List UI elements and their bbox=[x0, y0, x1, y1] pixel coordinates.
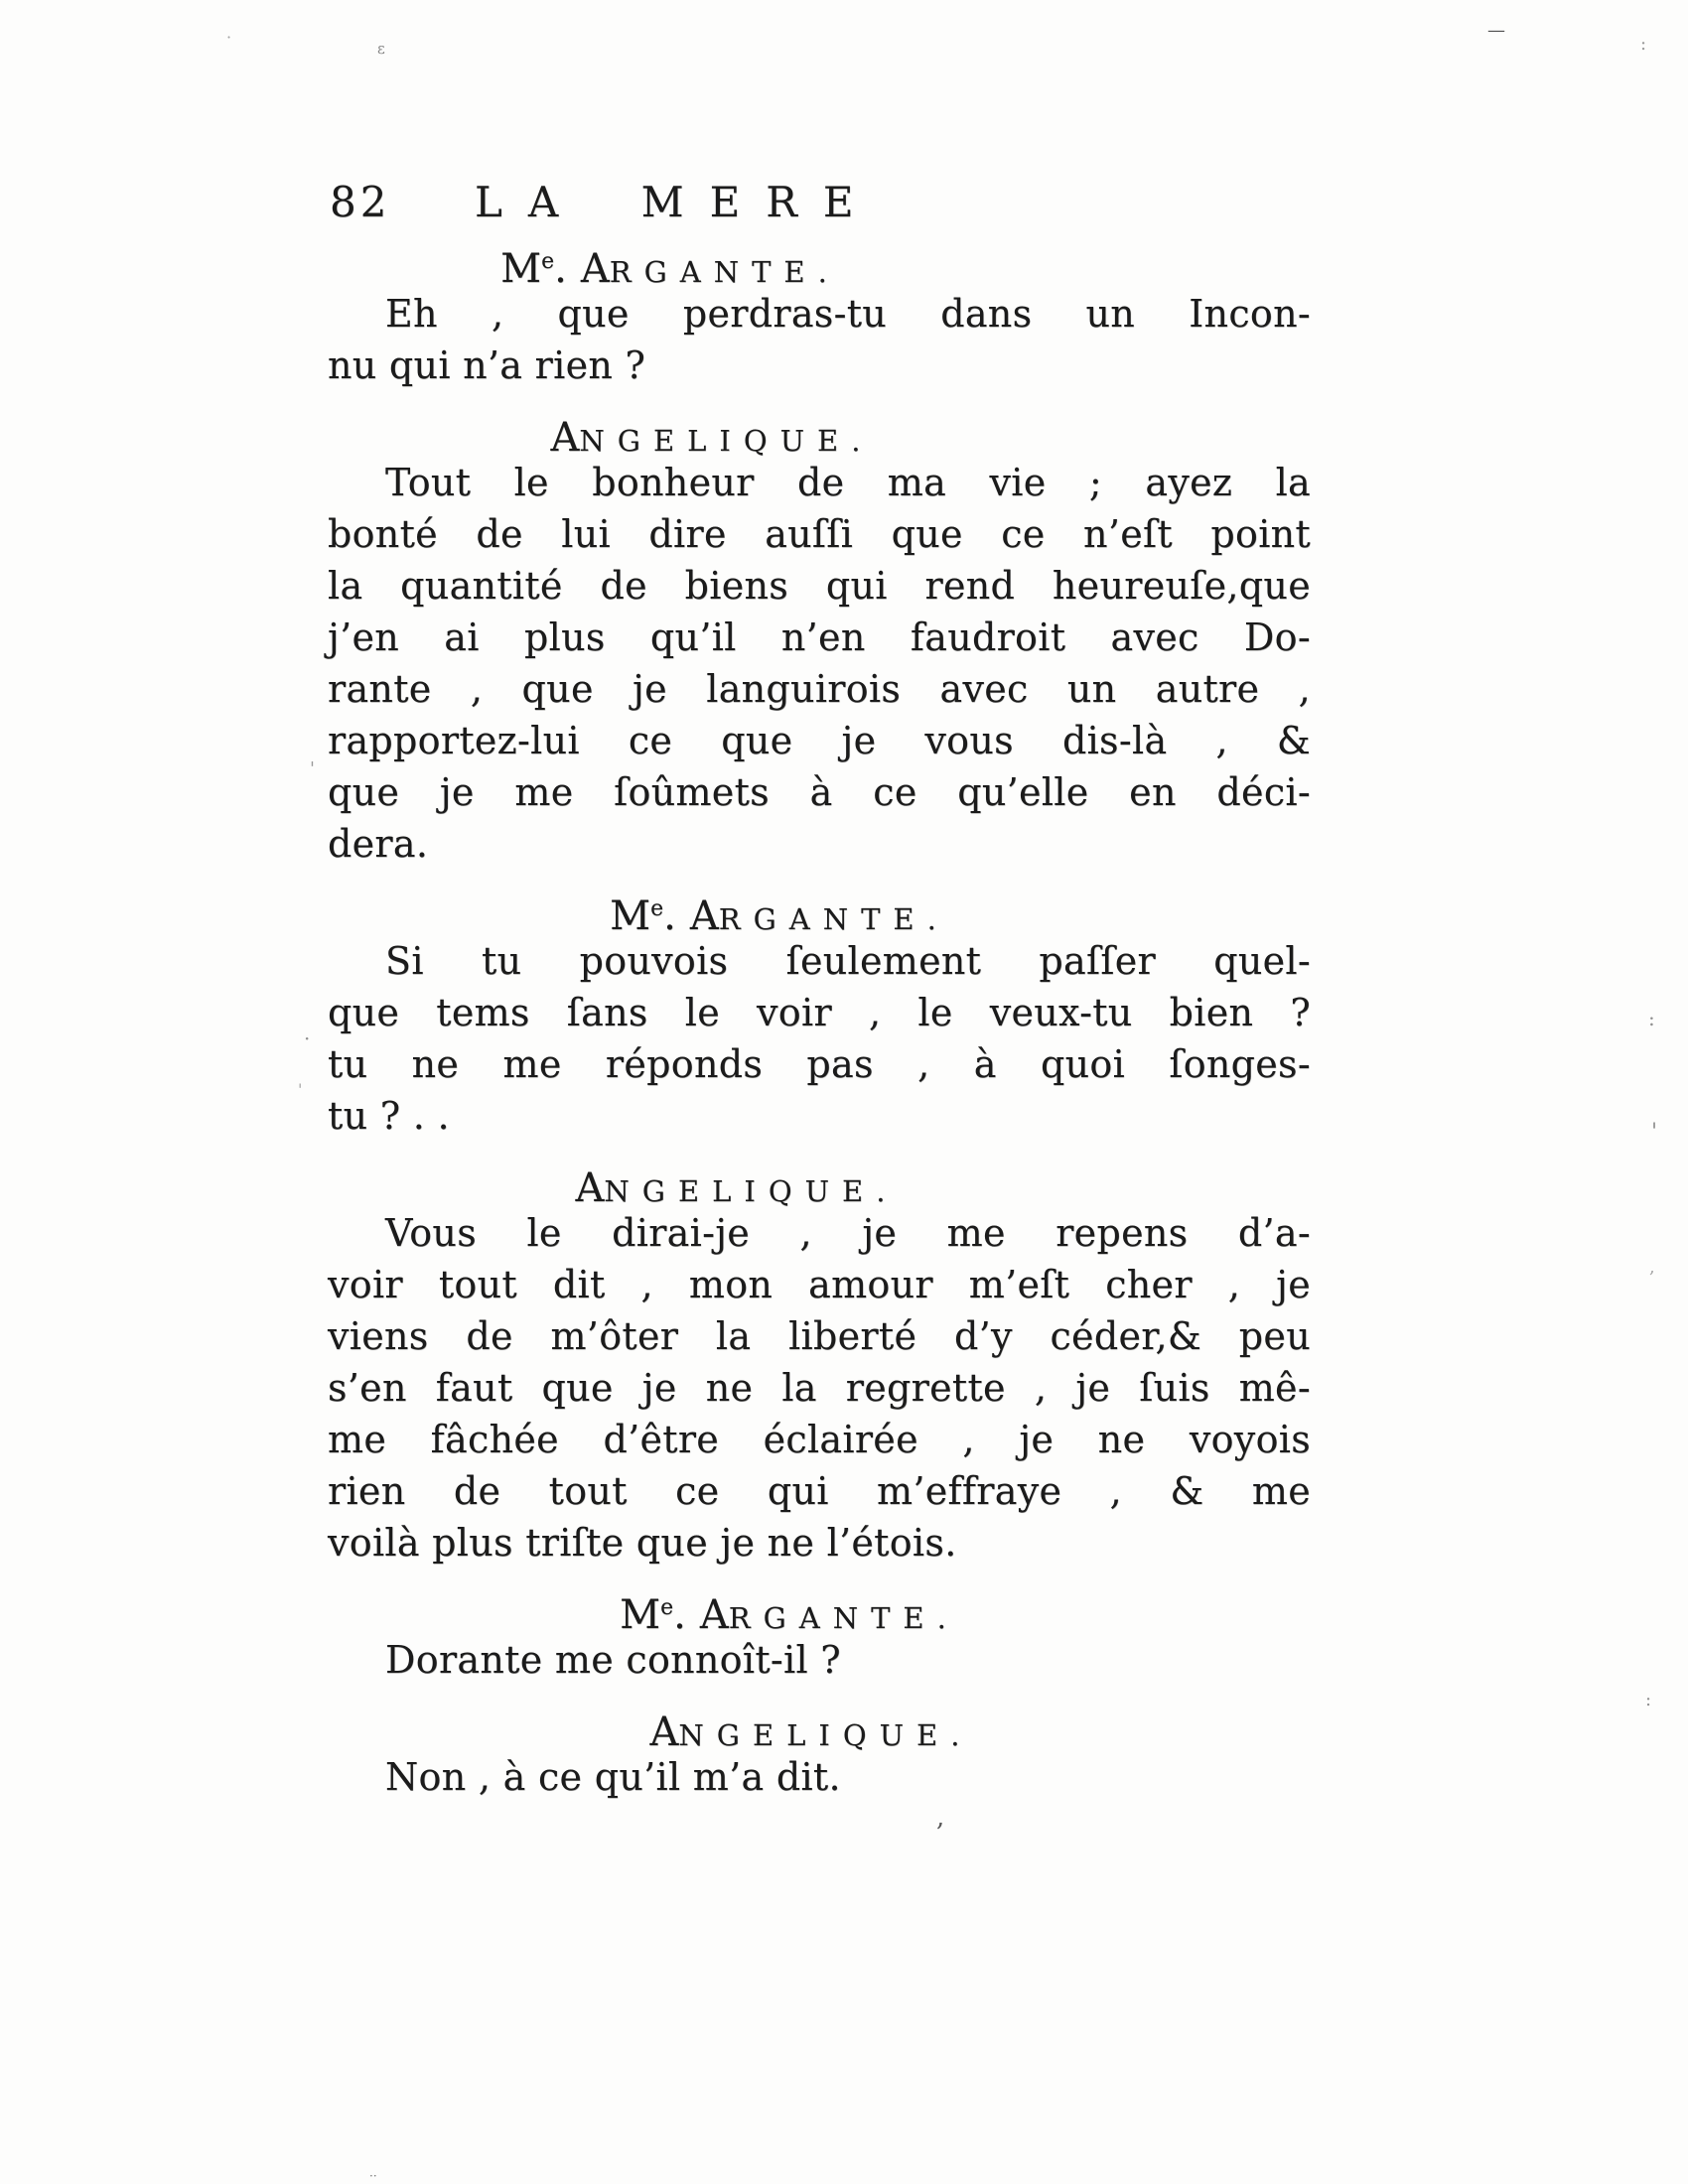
dialogue-line: bonté de lui dire auſſi que ce n’eſt point bbox=[328, 512, 1311, 556]
dialogue-line: me fâchée d’être éclairée , je ne voyois bbox=[328, 1418, 1311, 1461]
speaker-capital: A bbox=[580, 246, 610, 292]
speaker-name: RGANTE. bbox=[718, 902, 949, 936]
scan-artifact: · bbox=[304, 1026, 311, 1050]
dialogue-line: tu ne me réponds pas , à quoi ſonges- bbox=[328, 1042, 1311, 1086]
speaker-capital: A bbox=[550, 415, 580, 461]
speaker-heading-angelique bbox=[313, 1700, 1296, 1755]
dialogue-line: dera. bbox=[328, 822, 429, 866]
speaker-superscript: e bbox=[541, 249, 555, 274]
speaker-heading-angelique bbox=[213, 405, 1196, 461]
scan-artifact: ε bbox=[377, 40, 385, 58]
scan-artifact: , bbox=[1649, 1257, 1655, 1278]
page-header bbox=[328, 177, 1311, 228]
speaker-dot: . bbox=[673, 1592, 686, 1638]
speaker-name: NGELIQUE. bbox=[579, 424, 874, 458]
dialogue-line: voilà plus triſte que je ne l’étois. bbox=[328, 1521, 957, 1565]
dialogue-line: que tems ſans le voir , le veux-tu bien ? bbox=[328, 991, 1311, 1034]
speaker-heading-argante bbox=[298, 1582, 1281, 1638]
dialogue-line: que je me ſoûmets à ce qu’elle en déci- bbox=[328, 770, 1311, 814]
speaker-name: RGANTE. bbox=[728, 1601, 959, 1635]
dialogue-line: Dorante me connoît-il ? bbox=[385, 1638, 841, 1682]
running-title: LA MERE bbox=[475, 178, 880, 226]
speaker-heading-angelique bbox=[238, 1156, 1221, 1211]
dialogue-line: tu ? . . bbox=[328, 1094, 450, 1138]
scan-artifact: : bbox=[1648, 1007, 1655, 1030]
scan-artifact: : bbox=[1640, 34, 1647, 55]
speaker-heading-argante bbox=[288, 884, 1271, 939]
dialogue-line: Tout le bonheur de ma vie ; ayez la bbox=[385, 461, 1311, 504]
scan-artifact: : bbox=[1645, 1690, 1652, 1710]
speaker-capital: A bbox=[689, 893, 719, 939]
dialogue-line: voir tout dit , mon amour m’eſt cher , je bbox=[328, 1263, 1311, 1306]
scan-artifact: ·· bbox=[369, 2169, 377, 2183]
scan-artifact: ' bbox=[1651, 1120, 1658, 1145]
speaker-capital: A bbox=[649, 1709, 679, 1755]
text-column bbox=[328, 177, 1311, 1803]
speaker-superscript: e bbox=[660, 1595, 674, 1620]
dialogue-line: viens de m’ôter la liberté d’y céder,& peu bbox=[328, 1314, 1311, 1358]
speaker-dot: . bbox=[663, 893, 676, 939]
page-number: 82 bbox=[330, 178, 391, 226]
dialogue-line: rien de tout ce qui m’effraye , & me bbox=[328, 1469, 1311, 1513]
dialogue-line: la quantité de biens qui rend heureuſe,que bbox=[328, 564, 1311, 608]
speaker-initial: M bbox=[610, 893, 651, 939]
speaker-name: NGELIQUE. bbox=[604, 1174, 899, 1208]
speaker-dot: . bbox=[554, 246, 567, 292]
dialogue-line: Si tu pouvois ſeulement paſſer quel- bbox=[385, 939, 1311, 983]
speaker-capital: A bbox=[699, 1592, 729, 1638]
speaker-initial: M bbox=[620, 1592, 661, 1638]
dialogue-line: j’en ai plus qu’il n’en faudroit avec Do- bbox=[328, 615, 1311, 659]
speaker-heading-argante bbox=[179, 236, 1162, 292]
scan-artifact: — bbox=[1487, 20, 1505, 41]
dialogue-line: Non , à ce qu’il m’a dit. bbox=[385, 1755, 841, 1799]
speaker-superscript: e bbox=[650, 896, 664, 921]
dialogue-line: Vous le dirai-je , je me repens d’a- bbox=[385, 1211, 1311, 1255]
speaker-name: RGANTE. bbox=[609, 255, 840, 289]
dialogue-line: s’en faut que je ne la regrette , je ſuis mê- bbox=[328, 1366, 1311, 1410]
scan-artifact: · bbox=[226, 28, 232, 47]
dialogue-line: nu qui n’a rien ? bbox=[328, 343, 646, 387]
scan-artifact: ' bbox=[298, 1080, 303, 1099]
speaker-name: NGELIQUE. bbox=[678, 1718, 973, 1752]
speaker-initial: M bbox=[500, 246, 542, 292]
dialogue-line: rante , que je languirois avec un autre , bbox=[328, 667, 1311, 711]
scan-artifact: , bbox=[936, 1803, 945, 1833]
scan-artifact: ' bbox=[310, 758, 315, 779]
speaker-capital: A bbox=[575, 1165, 605, 1211]
dialogue-line: Eh , que perdras-tu dans un Incon- bbox=[385, 292, 1311, 336]
dialogue-line: rapportez-lui ce que je vous dis-là , & bbox=[328, 719, 1311, 762]
